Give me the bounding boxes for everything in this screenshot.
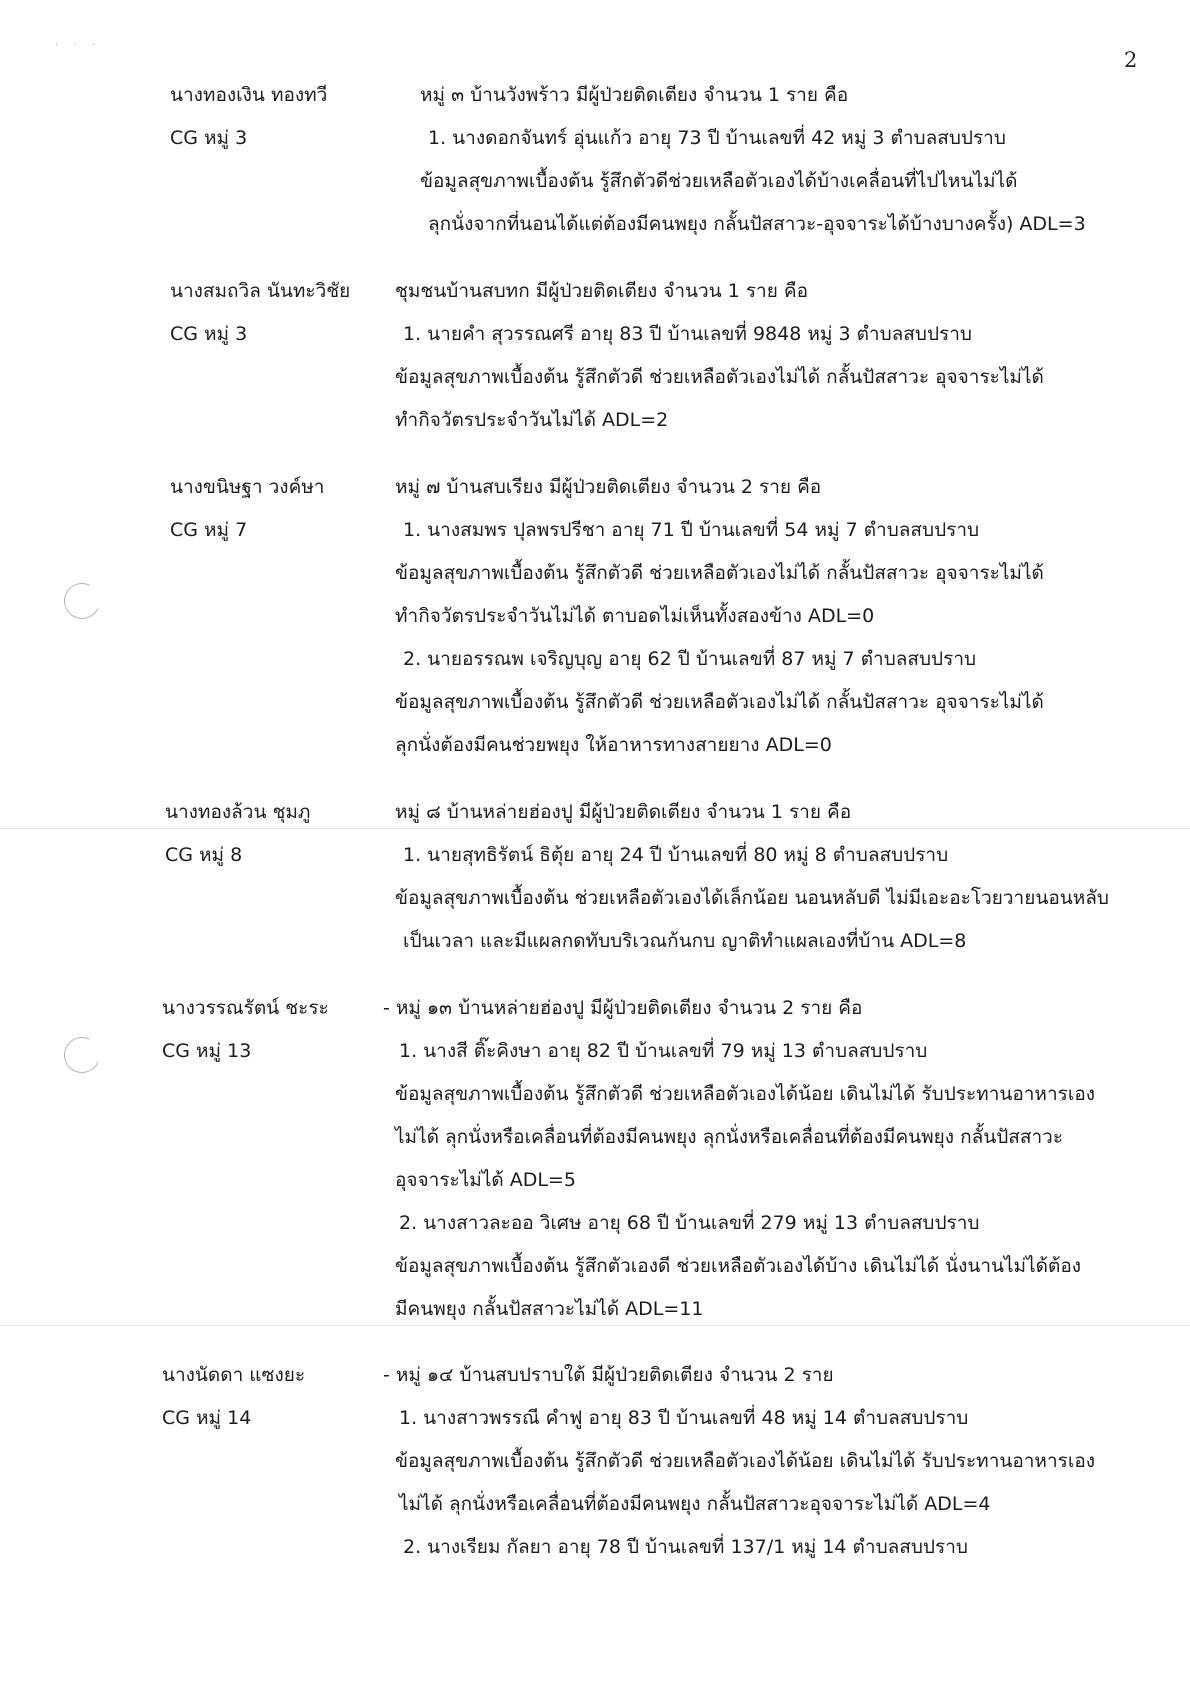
village-heading: หมู่ ๓ บ้านวังพร้าว มีผู้ป่วยติดเตียง จำนวน 1 ราย คือ xyxy=(420,84,849,106)
caregiver-name xyxy=(170,270,350,356)
health-info-line: เป็นเวลา และมีแผลกดทับบริเวณก้นกบ ญาติทำแผลเองที่บ้าน ADL=8 xyxy=(403,930,967,952)
patient-line: 1. นางสาวพรรณี คำฟู อายุ 83 ปี บ้านเลขที่ 48 หมู่ 14 ตำบลสบปราบ xyxy=(399,1407,969,1429)
scan-specks: · · · xyxy=(55,40,101,51)
caregiver-name xyxy=(162,987,329,1073)
patient-line: 1. นางสมพร ปุลพรปรีชา อายุ 71 ปี บ้านเลขที่ 54 หมู่ 7 ตำบลสบปราบ xyxy=(403,519,980,541)
caregiver-fullname: นางนัดดา แซงยะ xyxy=(162,1364,306,1386)
patient-line: 2. นายอรรณพ เจริญบุญ อายุ 62 ปี บ้านเลขที่ 87 หมู่ 7 ตำบลสบปราบ xyxy=(403,648,977,670)
patient-line: 2. นางสาวละออ วิเศษ อายุ 68 ปี บ้านเลขที่ 279 หมู่ 13 ตำบลสบปราบ xyxy=(399,1212,980,1234)
health-info-line: ข้อมูลสุขภาพเบื้องต้น รู้สึกตัวดี ช่วยเหลือตัวเองได้น้อย เดินไม่ได้ รับประทานอาหารเอง xyxy=(395,1083,1096,1105)
health-info-line: ข้อมูลสุขภาพเบื้องต้น รู้สึกตัวดี ช่วยเหลือตัวเองไม่ได้ กลั้นปัสสาวะ อุจจาระไม่ได้ xyxy=(395,366,1044,388)
health-info-line: ข้อมูลสุขภาพเบื้องต้น รู้สึกตัวดี ช่วยเหลือตัวเองไม่ได้ กลั้นปัสสาวะ อุจจาระไม่ได้ xyxy=(395,691,1044,713)
health-info-line: ข้อมูลสุขภาพเบื้องต้น ช่วยเหลือตัวเองได้เล็กน้อย นอนหลับดี ไม่มีเอะอะโวยวายนอนหลับ xyxy=(395,887,1109,909)
caregiver-fullname: นางทองเงิน ทองทวี xyxy=(170,84,328,106)
health-info-line: ลุกนั่งจากที่นอนได้แต่ต้องมีคนพยุง กลั้นปัสสาวะ-อุจจาระได้บ้างบางครั้ง) ADL=3 xyxy=(428,213,1086,235)
village-heading: ชุมชนบ้านสบทก มีผู้ป่วยติดเตียง จำนวน 1 ราย คือ xyxy=(395,280,809,302)
patient-line: 2. นางเรียม กัลยา อายุ 78 ปี บ้านเลขที่ 137/1 หมู่ 14 ตำบลสบปราบ xyxy=(403,1536,968,1558)
punch-hole-top xyxy=(59,578,105,624)
patient-line: 1. นายคำ สุวรรณศรี อายุ 83 ปี บ้านเลขที่ 9848 หมู่ 3 ตำบลสบปราบ xyxy=(403,323,972,345)
caregiver-name xyxy=(162,1354,305,1440)
caregiver-role: CG หมู่ 7 xyxy=(170,519,248,541)
caregiver-role: CG หมู่ 3 xyxy=(170,323,248,345)
health-info-line: ลุกนั่งต้องมีคนช่วยพยุง ให้อาหารทางสายยาง ADL=0 xyxy=(395,734,832,756)
health-info-line: มีคนพยุง กลั้นปัสสาวะไม่ได้ ADL=11 xyxy=(395,1298,704,1320)
village-heading: - หมู่ ๑๓ บ้านหล่ายฮ่องปู มีผู้ป่วยติดเตียง จำนวน 2 ราย คือ xyxy=(383,997,863,1019)
page-number: 2 xyxy=(1124,48,1138,72)
village-report xyxy=(395,791,1165,963)
caregiver-name xyxy=(170,466,324,552)
village-heading: - หมู่ ๑๔ บ้านสบปราบใต้ มีผู้ป่วยติดเตียง จำนวน 2 ราย xyxy=(383,1364,834,1386)
village-heading: หมู่ ๗ บ้านสบเรียง มีผู้ป่วยติดเตียง จำนวน 2 ราย คือ xyxy=(395,476,822,498)
patient-line: 1. นายสุทธิรัตน์ ธิตุ้ย อายุ 24 ปี บ้านเลขที่ 80 หมู่ 8 ตำบลสบปราบ xyxy=(403,844,949,866)
caregiver-role: CG หมู่ 8 xyxy=(165,844,243,866)
health-info-line: ทำกิจวัตรประจำวันไม่ได้ ADL=2 xyxy=(395,409,669,431)
village-report xyxy=(395,466,1165,767)
health-info-line: ข้อมูลสุขภาพเบื้องต้น รู้สึกตัวดีช่วยเหลือตัวเองได้บ้างเคลื่อนที่ไปไหนไม่ได้ xyxy=(420,170,1018,192)
health-info-line: ไม่ได้ ลุกนั่งหรือเคลื่อนที่ต้องมีคนพยุง ลุกนั่งหรือเคลื่อนที่ต้องมีคนพยุง กลั้นปัสสาวะ xyxy=(395,1126,1064,1148)
patient-line: 1. นางสี ติ๊ะคิงษา อายุ 82 ปี บ้านเลขที่ 79 หมู่ 13 ตำบลสบปราบ xyxy=(399,1040,928,1062)
health-info-line: ข้อมูลสุขภาพเบื้องต้น รู้สึกตัวเองดี ช่วยเหลือตัวเองได้บ้าง เดินไม่ได้ นั่งนานไม่ได้ต้อง xyxy=(395,1255,1082,1277)
health-info-line: ข้อมูลสุขภาพเบื้องต้น รู้สึกตัวดี ช่วยเหลือตัวเองได้น้อย เดินไม่ได้ รับประทานอาหารเอง xyxy=(395,1450,1096,1472)
health-info-line: อุจจาระไม่ได้ ADL=5 xyxy=(395,1169,576,1191)
village-report xyxy=(383,987,1153,1331)
patient-line: 1. นางดอกจันทร์ อุ่นแก้ว อายุ 73 ปี บ้านเลขที่ 42 หมู่ 3 ตำบลสบปราบ xyxy=(428,127,1006,149)
caregiver-name xyxy=(170,74,327,160)
village-report xyxy=(420,74,1190,246)
caregiver-fullname: นางสมถวิล นันทะวิชัย xyxy=(170,280,351,302)
caregiver-role: CG หมู่ 14 xyxy=(162,1407,252,1429)
caregiver-fullname: นางขนิษฐา วงค์ษา xyxy=(170,476,325,498)
caregiver-name xyxy=(165,791,310,877)
health-info-line: ข้อมูลสุขภาพเบื้องต้น รู้สึกตัวดี ช่วยเหลือตัวเองไม่ได้ กลั้นปัสสาวะ อุจจาระไม่ได้ xyxy=(395,562,1044,584)
caregiver-fullname: นางทองล้วน ชุมภู xyxy=(165,801,311,823)
caregiver-role: CG หมู่ 3 xyxy=(170,127,248,149)
health-info-line: ไม่ได้ ลุกนั่งหรือเคลื่อนที่ต้องมีคนพยุง กลั้นปัสสาวะอุจจาระไม่ได้ ADL=4 xyxy=(399,1493,991,1515)
caregiver-fullname: นางวรรณรัตน์ ชะระ xyxy=(162,997,329,1019)
village-report xyxy=(383,1354,1153,1569)
caregiver-role: CG หมู่ 13 xyxy=(162,1040,252,1062)
punch-hole-bottom xyxy=(59,1032,105,1078)
village-heading: หมู่ ๘ บ้านหล่ายฮ่องปู มีผู้ป่วยติดเตียง จำนวน 1 ราย คือ xyxy=(395,801,852,823)
health-info-line: ทำกิจวัตรประจำวันไม่ได้ ตาบอดไม่เห็นทั้งสองข้าง ADL=0 xyxy=(395,605,875,627)
village-report xyxy=(395,270,1165,442)
